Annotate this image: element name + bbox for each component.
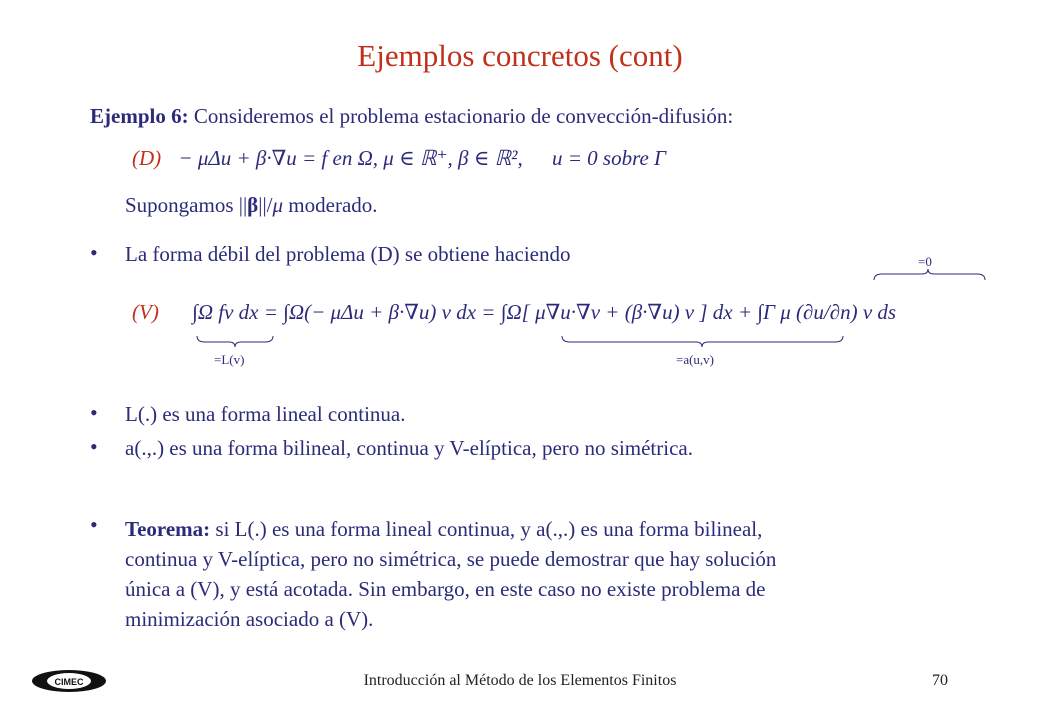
assumption-beta: β: [247, 193, 259, 217]
slide-title: Ejemplos concretos (cont): [357, 38, 683, 73]
theorem-block: [125, 514, 776, 634]
page-number: 70: [932, 672, 948, 689]
theorem-label: Teorema:: [125, 517, 211, 541]
underbrace-left-label: =L(v): [214, 352, 245, 367]
theorem-line: única a (V), y está acotada. Sin embargo, en este caso no existe problema de: [125, 577, 766, 601]
bullet-bilinear: a(.,.) es una forma bilineal, continua y V-elíptica, pero no simétrica.: [125, 436, 693, 460]
bullet-dot: •: [90, 512, 98, 537]
example-text: Consideremos el problema estacionario de convección-difusión:: [188, 104, 734, 128]
assumption-line: [125, 193, 378, 217]
assumption-mu: μ: [272, 193, 284, 217]
assumption-prefix: Supongamos ||: [125, 193, 248, 217]
bullet-dot: •: [90, 240, 98, 265]
underbrace-right-label: =a(u,v): [676, 352, 715, 367]
assumption-suffix: ||/: [258, 193, 273, 217]
assumption-tail: moderado.: [283, 193, 378, 217]
underbrace-left: [195, 334, 275, 348]
theorem-line: minimización asociado a (V).: [125, 607, 374, 631]
equation-d-label: (D): [132, 146, 162, 170]
equation-d-body: − μΔu + β·∇u = f en Ω, μ ∈ ℝ⁺, β ∈ ℝ²,: [178, 146, 523, 170]
bullet-dot: •: [90, 400, 98, 425]
overbrace-label: =0: [918, 254, 932, 269]
example-paragraph: [90, 104, 733, 128]
example-label: Ejemplo 6:: [90, 104, 189, 128]
theorem-line: continua y V-elíptica, pero no simétrica, se puede demostrar que hay solución: [125, 547, 777, 571]
equation-d: [132, 146, 666, 171]
weak-form-line: La forma débil del problema (D) se obtiene haciendo: [125, 242, 571, 266]
equation-d-bc: u = 0 sobre Γ: [551, 146, 666, 170]
cimec-logo-text: CIMEC: [54, 677, 84, 687]
equation-v: [132, 300, 896, 325]
equation-v-body: ∫Ω fv dx = ∫Ω(− μΔu + β·∇u) v dx = ∫Ω[ μ∇u·∇v + (β·∇u) v ] dx + ∫Γ μ (∂u/∂n) v ds: [192, 300, 897, 324]
underbrace-right: [560, 334, 845, 348]
overbrace-right: [872, 268, 987, 282]
bullet-linear: L(.) es una forma lineal continua.: [125, 402, 406, 426]
bullet-dot: •: [90, 434, 98, 459]
equation-v-label: (V): [132, 300, 159, 324]
theorem-line: [125, 514, 776, 544]
footer-title: Introducción al Método de los Elementos Finitos: [363, 672, 677, 689]
theorem-line-text: si L(.) es una forma lineal continua, y a(.,.) es una forma bilineal,: [210, 517, 763, 541]
